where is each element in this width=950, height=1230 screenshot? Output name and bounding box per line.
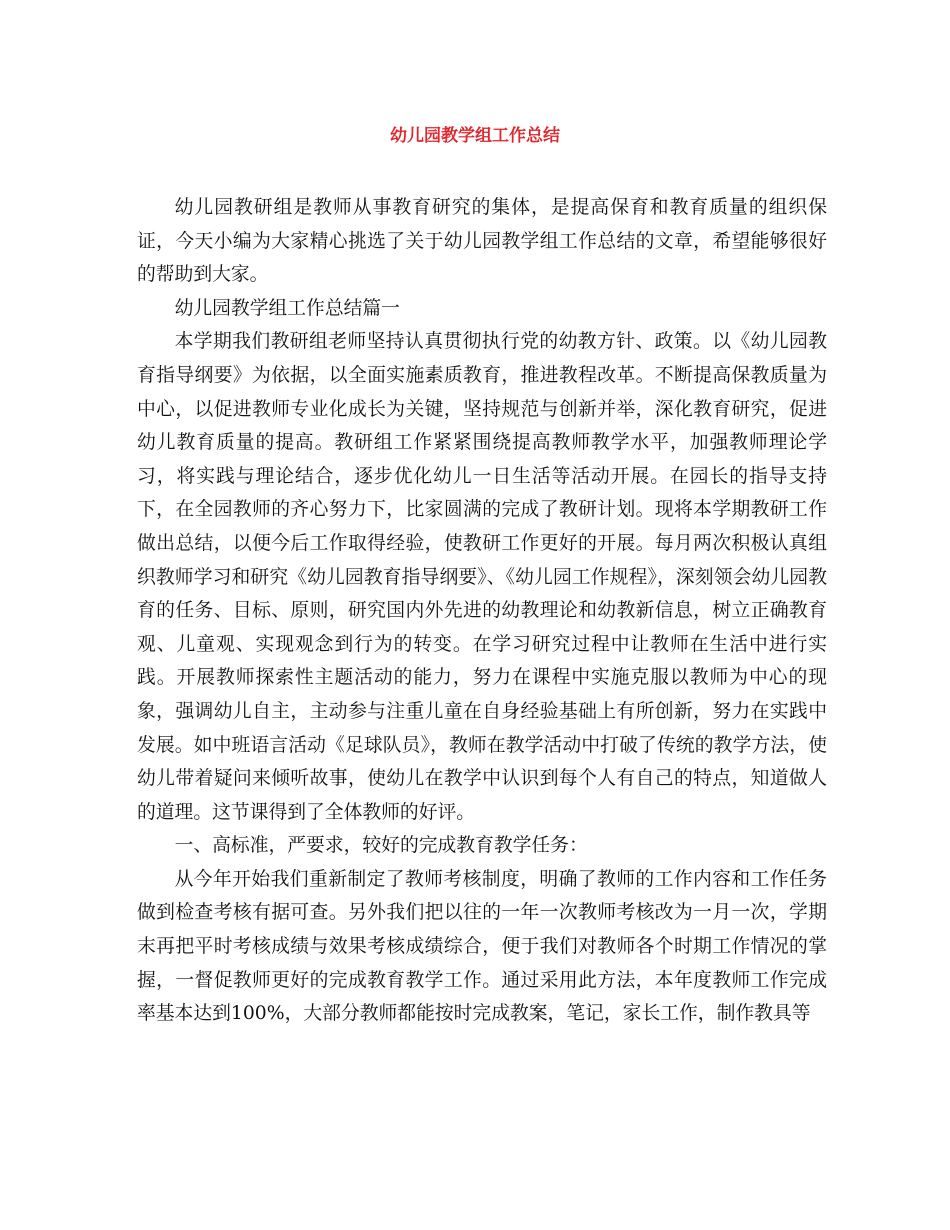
document-body [137, 191, 827, 1031]
intro-paragraph: 幼儿园教研组是教师从事教育研究的集体，是提高保育和教育质量的组织保证，今天小编为大家精心挑选了关于幼儿园教学组工作总结的文章，希望能够很好的帮助到大家。 [137, 197, 827, 286]
document-title: 幼儿园教学组工作总结 [390, 126, 560, 146]
body-paragraph: 本学期我们教研组老师坚持认真贯彻执行党的幼教方针、政策。以《幼儿园教育指导纲要》为依据，以全面实施素质教育，推进教程改革。不断提高保教质量为中心，以促进教师专业化成长为关键，坚持规范与创新并举，深化教育研究，促进幼儿教育质量的提高。教研组工作紧紧围绕提高教师教学水平，加强教师理论学习，将实践与理论结合，逐步优化幼儿一日生活等活动开展。在园长的指导支持下，在全园教师的齐心努力下，比家圆满的完成了教研计划。现将本学期教研工作做出总结，以便今后工作取得经验，使教研工作更好的开展。每月两次积极认真组织教师学习和研究《幼儿园教育指导纲要》、《幼儿园工作规程》，深刻领会幼儿园教育的任务、目标、原则，研究国内外先进的幼教理论和幼教新信息，树立正确教育观、儿童观、实现观念到行为的转变。在学习研究过程中让教师在生活中进行实践。开展教师探索性主题活动的能力，努力在课程中实施克服以教师为中心的现象，强调幼儿自主，主动参与注重儿童在自身经验基础上有所创新，努力在实践中发展。如中班语言活动《足球队员》，教师在教学活动中打破了传统的教学方法，使幼儿带着疑问来倾听故事，使幼儿在教学中认识到每个人有自己的特点，知道做人的道理。这节课得到了全体教师的好评。 [137, 331, 827, 823]
subsection-heading: 一、高标准，严要求，较好的完成教育教学任务： [174, 835, 588, 857]
body-paragraph: 从今年开始我们重新制定了教师考核制度，明确了教师的工作内容和工作任务做到检查考核有据可查。另外我们把以往的一年一次教师考核改为一月一次，学期末再把平时考核成绩与效果考核成绩综合，便于我们对教师各个时期工作情况的掌握，一督促教师更好的完成教育教学工作。通过采用此方法，本年度教师工作完成率基本达到100%，大部分教师都能按时完成教案，笔记，家长工作，制作教具等 [137, 868, 827, 1025]
section-heading: 幼儿园教学组工作总结篇一 [174, 297, 400, 319]
